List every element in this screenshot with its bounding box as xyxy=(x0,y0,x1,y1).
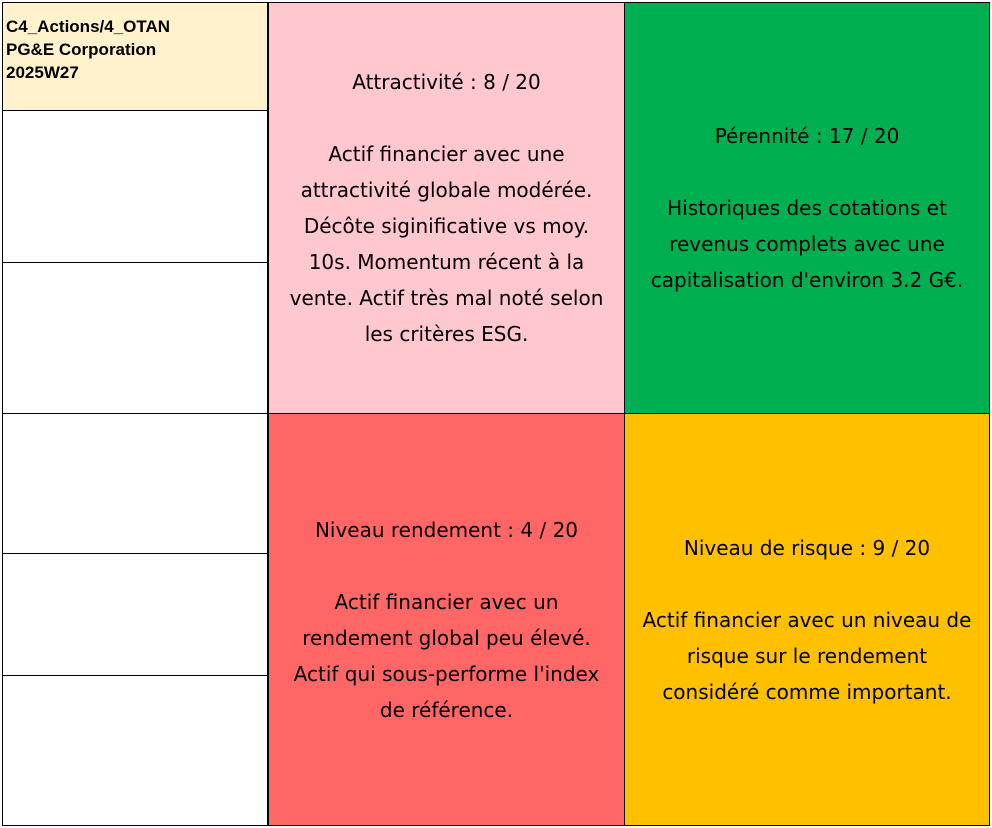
perennite-quadrant[interactable] xyxy=(624,2,990,414)
risque-description xyxy=(643,602,972,710)
description-line: Actif financier avec un niveau de xyxy=(642,607,972,632)
description-line: de référence. xyxy=(379,697,514,722)
description-line: 10s. Momentum récent à la xyxy=(308,250,585,274)
rendement-quadrant[interactable] xyxy=(268,413,625,826)
empty-cell-4[interactable] xyxy=(2,553,268,676)
description-line: vente. Actif très mal noté selon xyxy=(289,286,604,310)
description-line: rendement global peu élevé. xyxy=(302,625,591,650)
risque-quadrant[interactable] xyxy=(624,413,990,826)
description-line: risque sur le rendement xyxy=(686,643,928,668)
description-line: revenus complets avec une xyxy=(669,232,945,256)
empty-cell-5[interactable] xyxy=(2,675,268,826)
description-line: considéré comme important. xyxy=(662,679,952,704)
asset-header-cell[interactable] xyxy=(2,2,268,111)
description-line: Décôte siginificative vs moy. xyxy=(303,214,590,238)
description-line: Actif financier avec un xyxy=(334,589,559,614)
description-line: les critères ESG. xyxy=(364,322,529,346)
perennite-title: Pérennité : 17 / 20 xyxy=(714,124,900,148)
company-name: PG&E Corporation xyxy=(6,40,157,59)
description-line: Historiques des cotations et xyxy=(667,196,947,220)
portfolio-path: C4_Actions/4_OTAN xyxy=(6,17,171,36)
attractivite-quadrant[interactable] xyxy=(268,2,625,414)
attractivite-description xyxy=(290,136,604,352)
description-line: Actif financier avec une xyxy=(328,142,565,166)
rendement-title: Niveau rendement : 4 / 20 xyxy=(314,517,579,542)
description-line: capitalisation d'environ 3.2 G€. xyxy=(650,268,964,292)
empty-cell-3[interactable] xyxy=(2,413,268,554)
description-line: attractivité globale modérée. xyxy=(300,178,593,202)
rendement-description xyxy=(294,584,600,728)
attractivite-title: Attractivité : 8 / 20 xyxy=(352,70,541,94)
empty-cell-2[interactable] xyxy=(2,262,268,414)
week-label: 2025W27 xyxy=(6,63,79,82)
description-line: Actif qui sous-performe l'index xyxy=(293,661,600,686)
perennite-description xyxy=(651,190,963,298)
risque-title: Niveau de risque : 9 / 20 xyxy=(683,535,931,560)
empty-cell-1[interactable] xyxy=(2,110,268,263)
